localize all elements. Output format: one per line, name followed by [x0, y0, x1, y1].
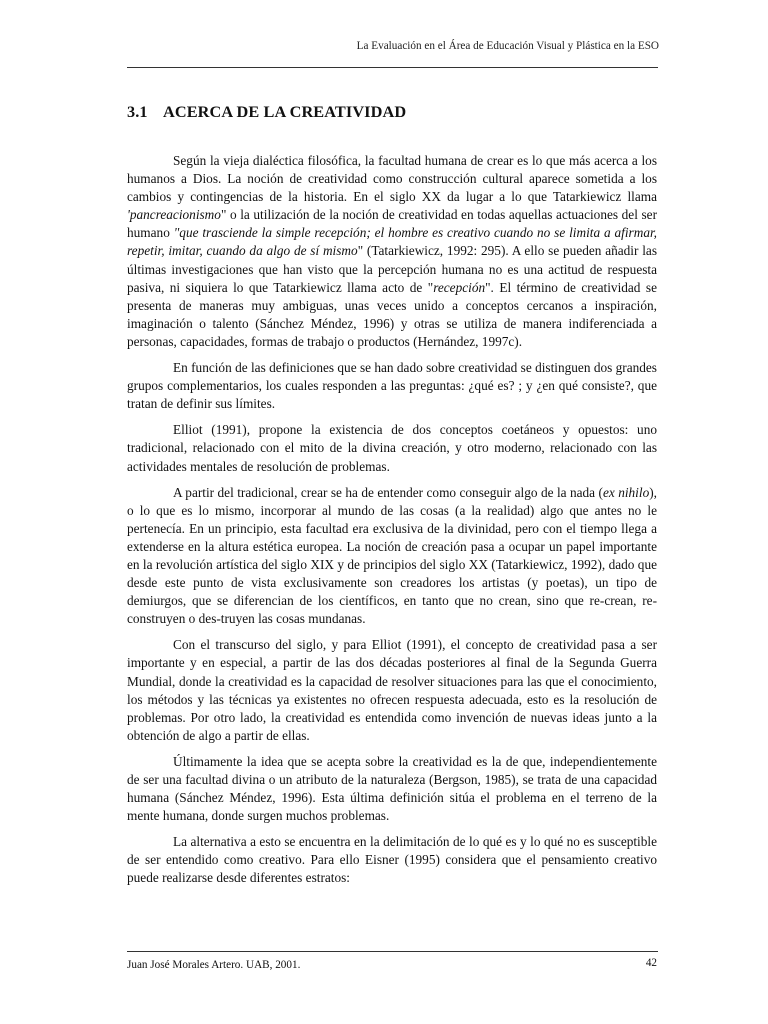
header-divider	[127, 67, 658, 68]
paragraph-3: Elliot (1991), propone la existencia de dos conceptos coetáneos y opuestos: uno tradicional, relacionado con el mito de la divina creación, y otro moderno, relacionado con las actividades mentales de resolución de problemas.	[127, 422, 657, 474]
page-number: 42	[645, 957, 657, 969]
footer-divider	[127, 951, 658, 952]
body-text	[127, 152, 657, 896]
section-number: 3.1	[127, 102, 148, 121]
section-title: ACERCA DE LA CREATIVIDAD	[163, 102, 407, 121]
paragraph-7: La alternativa a esto se encuentra en la delimitación de lo qué es y lo qué no es susceptible de ser entendido como creativo. Para ello Eisner (1995) considera que el pensamiento creativo puede realizarse desde diferentes estratos:	[127, 834, 657, 886]
paragraph-4: A partir del tradicional, crear se ha de entender como conseguir algo de la nada (ex nihilo), o lo que es lo mismo, incorporar al mundo de las cosas (a la realidad) algo que antes no le pertenecía. En un principio, esta facultad era exclusiva de la divinidad, pero con el tiempo llega a extenderse en la altura estética europea. La noción de creación pasa a ocupar un papel importante en la revolución artística del siglo XIX y de principios del siglo XX (Tatarkiewicz, 1992), dado que desde este punto de vista exclusivamente son creadores los artistas (y poetas), un tipo de demiurgos, que se diferencian de los científicos, en tanto que no crean, sino que re-crean, re-construyen o des-truyen las cosas mundanas.	[127, 484, 657, 627]
paragraph-1: Según la vieja dialéctica filosófica, la facultad humana de crear es lo que más acerca a los humanos a Dios. La noción de creatividad como construcción cultural aparece sometida a los cambios y contingencias de la historia. En el siglo XX da lugar a lo que Tatarkiewicz llama 'pancreacionismo" o la utilización de la noción de creatividad en todas aquellas actuaciones del ser humano "que trasciende la simple recepción; el hombre es creativo cuando no se limita a afirmar, repetir, imitar, cuando da algo de sí mismo" (Tatarkiewicz, 1992: 295). A ello se pueden añadir las últimas investigaciones que han visto que la percepción humana no es una actitud de respuesta pasiva, ni siquiera lo que Tatarkiewicz llama acto de "recepción". El término de creatividad se presenta de maneras muy ambiguas, unas veces unido a conceptos cercanos a inspiración, imaginación o talento (Sánchez Méndez, 1996) y otras se utiliza de manera indiferenciada a personas, capacidades, formas de trabajo o productos (Hernández, 1997c).	[127, 153, 657, 349]
paragraph-6: Últimamente la idea que se acepta sobre la creatividad es la de que, independientemente de ser una facultad divina o un atributo de la naturaleza (Bergson, 1985), se trata de una capacidad humana (Sánchez Méndez, 1996). Esta última definición sitúa el problema en el terreno de la mente humana, donde surgen muchos problemas.	[127, 753, 657, 824]
paragraph-2: En función de las definiciones que se han dado sobre creatividad se distinguen dos grandes grupos complementarios, los cuales responden a las preguntas: ¿qué es? ; y ¿en qué consiste?, que tratan de definir sus límites.	[127, 360, 657, 412]
running-header: La Evaluación en el Área de Educación Visual y Plástica en la ESO	[356, 40, 659, 52]
section-heading	[127, 102, 406, 122]
paragraph-5: Con el transcurso del siglo, y para Elliot (1991), el concepto de creatividad pasa a ser importante y en especial, a partir de las dos décadas posteriores al final de la Segunda Guerra Mundial, donde la creatividad es la capacidad de resolver situaciones para las que el conocimiento, los métodos y las técnicas ya existentes no ofrecen respuesta adecuada, esto es la resolución de problemas. Por otro lado, la creatividad es entendida como invención de nuevas ideas junto a la obtención de algo a partir de ellas.	[127, 637, 657, 743]
footer-author: Juan José Morales Artero. UAB, 2001.	[127, 959, 301, 971]
